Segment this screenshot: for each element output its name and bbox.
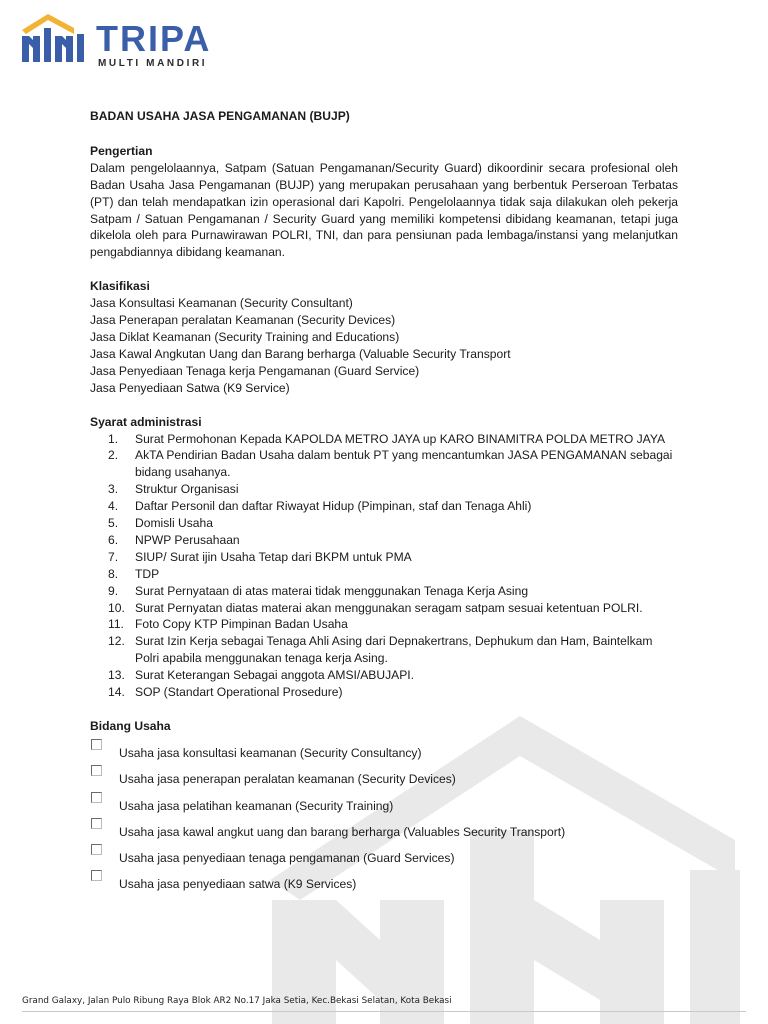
checkbox-icon [91, 792, 102, 803]
checklist-item: Usaha jasa penerapan peralatan keamanan (Security Devices) [90, 767, 678, 793]
list-item: 1. Surat Permohonan Kepada KAPOLDA METRO JAYA up KARO BINAMITRA POLDA METRO JAYA [108, 431, 666, 446]
checkbox-icon [91, 870, 102, 881]
list-item: 2. AkTA Pendirian Badan Usaha dalam bentuk PT yang mencantumkan JASA PENGAMANAN sebagai bidang usahanya. [108, 448, 673, 480]
list-item: Jasa Penyediaan Satwa (K9 Service) [90, 380, 290, 395]
logo-tagline: MULTI MANDIRI [98, 58, 208, 69]
checklist-item: Usaha jasa penyediaan satwa (K9 Services) [90, 872, 678, 898]
list-item: 12. Surat Izin Kerja sebagai Tenaga Ahli Asing dari Depnakertrans, Dephukum dan Ham, Baintelkam Polri apabila menggunakan tenaga kerja Asing. [108, 634, 653, 666]
checklist-item: Usaha jasa kawal angkut uang dan barang berharga (Valuables Security Transport) [90, 820, 678, 846]
logo-mark-icon [18, 10, 90, 66]
checklist-item: Usaha jasa pelatihan keamanan (Security Training) [90, 794, 678, 820]
company-logo [18, 8, 218, 68]
syarat-list [90, 431, 678, 702]
bidang-list [90, 741, 678, 899]
bidang-heading: Bidang Usaha [90, 719, 171, 733]
logo-name: TRIPA [96, 18, 212, 59]
list-item: Jasa Penyediaan Tenaga kerja Pengamanan (Guard Service) [90, 363, 420, 378]
list-item: 13. Surat Keterangan Sebagai anggota AMSI/ABUJAPI. [108, 668, 415, 683]
footer-divider [22, 1011, 746, 1012]
list-item: 5. Domisli Usaha [108, 516, 213, 531]
checkbox-icon [91, 818, 102, 829]
list-item: 3. Struktur Organisasi [108, 482, 239, 497]
list-item: 10. Surat Pernyatan diatas materai akan menggunakan seragam satpam sesuai ketentuan POLRI. [108, 600, 643, 615]
list-item: 6. NPWP Perusahaan [108, 532, 240, 547]
list-item: 9. Surat Pernyataan di atas materai tidak menggunakan Tenaga Kerja Asing [108, 583, 529, 598]
list-item: 4. Daftar Personil dan daftar Riwayat Hidup (Pimpinan, staf dan Tenaga Ahli) [108, 499, 532, 514]
document-title: BADAN USAHA JASA PENGAMANAN (BUJP) [90, 109, 350, 123]
checkbox-icon [91, 765, 102, 776]
list-item: 14. SOP (Standart Operational Prosedure) [108, 685, 343, 700]
checkbox-icon [91, 844, 102, 855]
list-item: 11. Foto Copy KTP Pimpinan Badan Usaha [108, 617, 348, 632]
list-item: Jasa Penerapan peralatan Keamanan (Security Devices) [90, 313, 396, 328]
list-item: Jasa Konsultasi Keamanan (Security Consultant) [90, 296, 353, 311]
list-item: 7. SIUP/ Surat ijin Usaha Tetap dari BKPM untuk PMA [108, 549, 412, 564]
checklist-item: Usaha jasa penyediaan tenaga pengamanan (Guard Services) [90, 846, 678, 872]
pengertian-heading: Pengertian [90, 143, 153, 158]
list-item: 8. TDP [108, 566, 160, 581]
pengertian-text: Dalam pengelolaannya, Satpam (Satuan Pengamanan/Security Guard) dikoordinir secara profesional oleh Badan Usaha Jasa Pengamanan (BUJP) yang merupakan perusahaan yang berbentuk Perseroan Terbatas (PT) dan telah mendapatkan izin operasional dari Kapolri. Pengelolaannya tidak saja dilakukan oleh pekerja Satpam / Satuan Pengamanan / Security Guard yang memiliki kompetensi dibidang keamanan, tetapi juga dikelola oleh para Purnawirawan POLRI, TNI, dan para pensiunan pada lembaga/instansi yang melanjutkan pengabdiannya dibidang keamanan. [90, 160, 678, 260]
checklist-item: Usaha jasa konsultasi keamanan (Security Consultancy) [90, 741, 678, 767]
checkbox-icon [91, 739, 102, 750]
syarat-heading: Syarat administrasi [90, 414, 202, 429]
klasifikasi-heading: Klasifikasi [90, 279, 150, 294]
footer-address: Grand Galaxy, Jalan Pulo Ribung Raya Blok AR2 No.17 Jaka Setia, Kec.Bekasi Selatan, Kota Bekasi [22, 996, 452, 1006]
list-item: Jasa Diklat Keamanan (Security Training and Educations) [90, 329, 400, 344]
list-item: Jasa Kawal Angkutan Uang dan Barang berharga (Valuable Security Transport [90, 346, 511, 361]
document-body [90, 108, 678, 899]
klasifikasi-list [90, 295, 678, 396]
